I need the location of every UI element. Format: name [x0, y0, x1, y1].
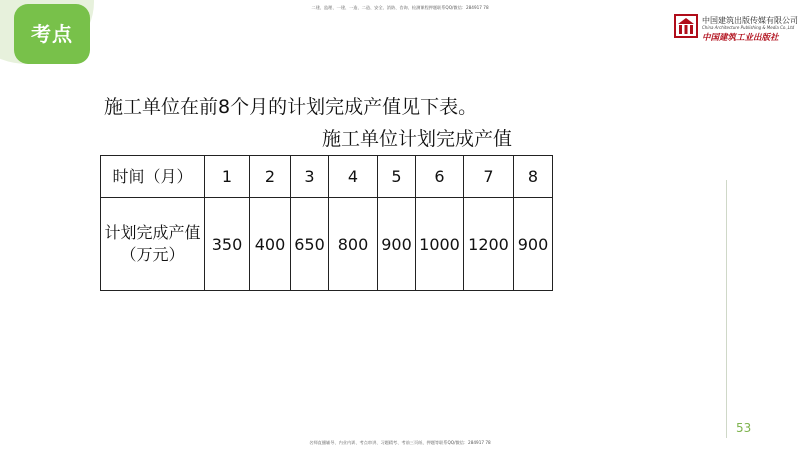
- header-note: 二建、监理、一建、一造、二造、安全、消防、咨询、检测课程押题联系QQ/微信：284917 78: [311, 5, 489, 10]
- month-cell: 7: [464, 156, 514, 198]
- footer-note: 名师直播辅导、内业内训、考点串讲、习题精考、考前三页纸、押题等联系QQ/微信：284917 78: [309, 440, 491, 445]
- publisher-emblem-icon: [674, 14, 698, 38]
- page-number: 53: [736, 421, 752, 435]
- value-cell: 900: [378, 198, 416, 291]
- value-cell: 350: [205, 198, 250, 291]
- output-value-table: [100, 155, 553, 291]
- publisher-calligraphy: 中国建筑工业出版社: [702, 33, 779, 43]
- row-label-value-line1: 计划完成产值: [104, 223, 201, 242]
- month-cell: 3: [291, 156, 329, 198]
- badge-area: [0, 0, 100, 72]
- month-cell: 8: [514, 156, 553, 198]
- row-label-value-line2: （万元）: [120, 245, 185, 264]
- row-label-value: [101, 198, 205, 291]
- table-row-value: [101, 198, 553, 291]
- table-row-month: [101, 156, 553, 198]
- table-title: 施工单位计划完成产值: [322, 128, 513, 150]
- publisher-name-en: China Architecture Publishing & Media Co.,Ltd: [702, 25, 795, 30]
- month-cell: 5: [378, 156, 416, 198]
- value-cell: 900: [514, 198, 553, 291]
- value-cell: 1000: [416, 198, 464, 291]
- value-cell: 1200: [464, 198, 514, 291]
- topic-badge: 考点: [14, 4, 90, 64]
- publisher-name-cn: 中国建筑出版传媒有限公司: [702, 16, 798, 25]
- publisher-logo: [674, 12, 798, 43]
- row-label-month: 时间（月）: [101, 156, 205, 198]
- month-cell: 2: [250, 156, 291, 198]
- margin-divider: [726, 180, 727, 438]
- intro-text: 施工单位在前8个月的计划完成产值见下表。: [104, 96, 478, 118]
- month-cell: 6: [416, 156, 464, 198]
- month-cell: 1: [205, 156, 250, 198]
- value-cell: 650: [291, 198, 329, 291]
- value-cell: 800: [329, 198, 378, 291]
- value-cell: 400: [250, 198, 291, 291]
- month-cell: 4: [329, 156, 378, 198]
